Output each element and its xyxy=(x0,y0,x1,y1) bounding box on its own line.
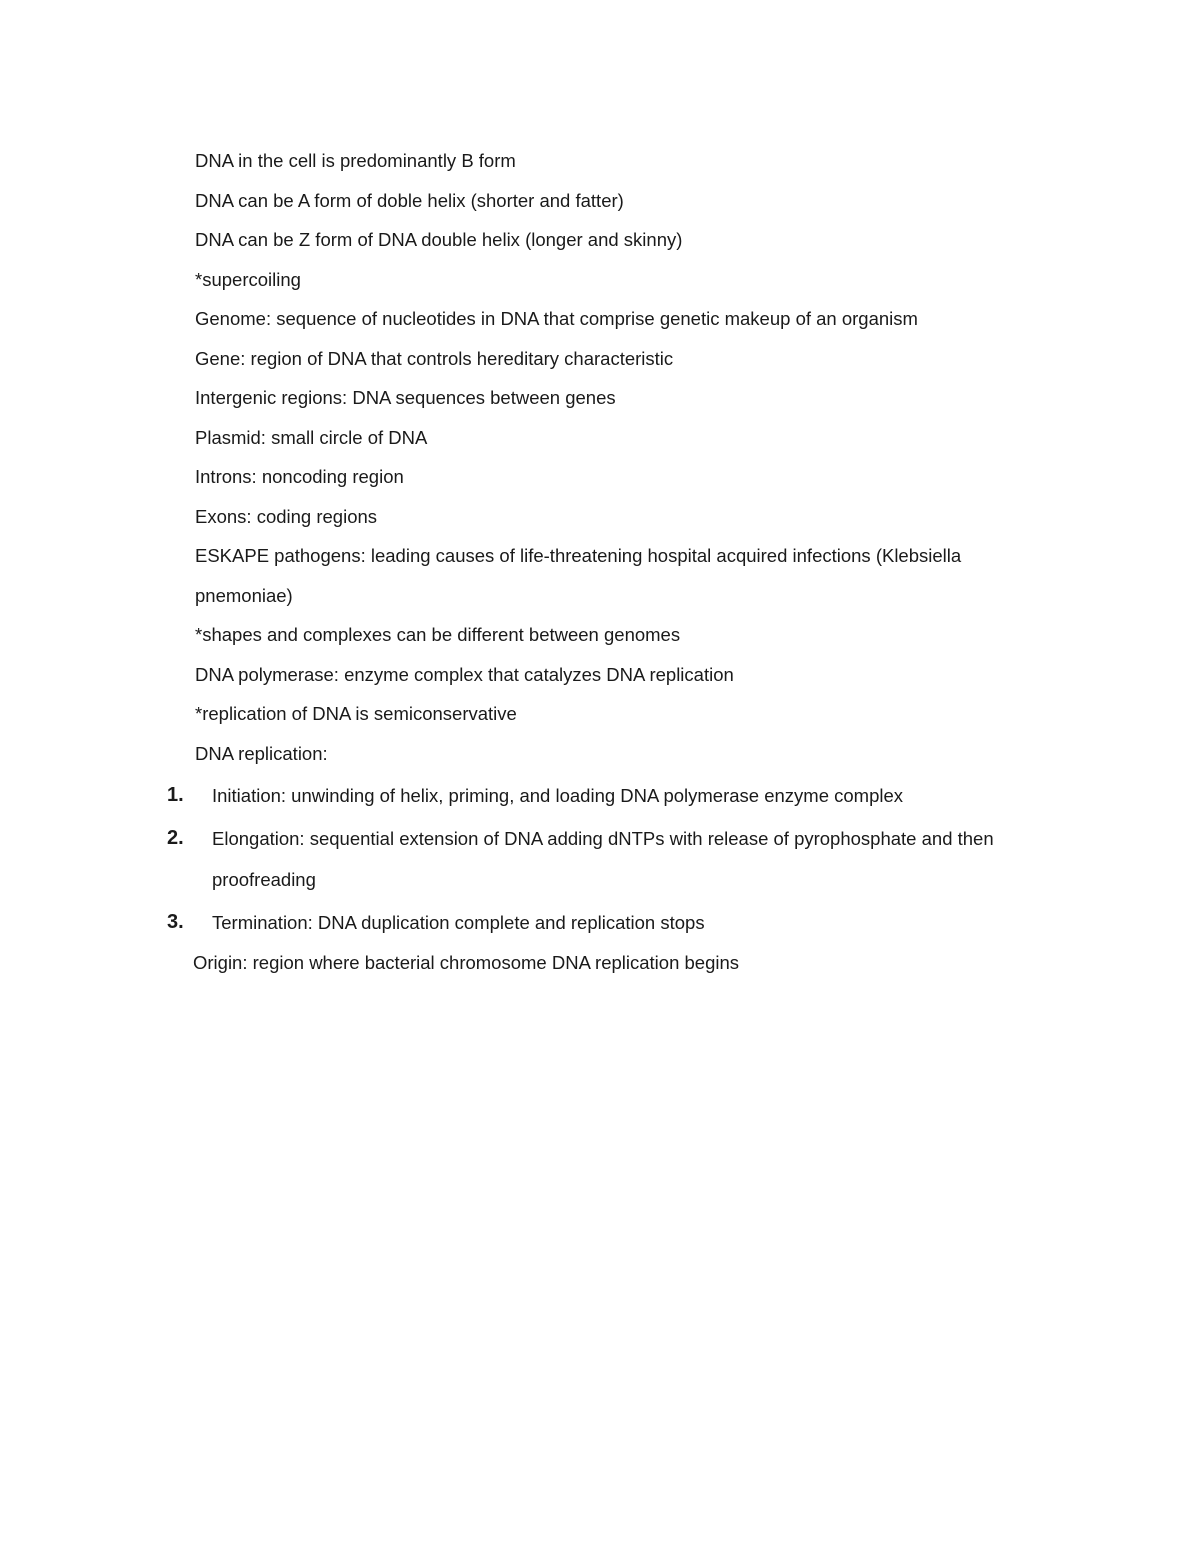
list-text: Elongation: sequential extension of DNA adding dNTPs with release of pyrophosphate and then proofreading xyxy=(212,828,994,890)
paragraph: Genome: sequence of nucleotides in DNA that comprise genetic makeup of an organism xyxy=(195,308,918,329)
paragraph: DNA can be A form of doble helix (shorter and fatter) xyxy=(195,189,624,211)
paragraph: DNA polymerase: enzyme complex that catalyzes DNA replication xyxy=(195,663,734,685)
paragraph: Origin: region where bacterial chromosome DNA replication begins xyxy=(193,952,740,973)
list-number: 1. xyxy=(167,784,184,806)
paragraph: *supercoiling xyxy=(195,268,301,290)
replication-steps-list xyxy=(167,775,1047,943)
paragraph: Plasmid: small circle of DNA xyxy=(195,426,428,448)
paragraph: ESKAPE pathogens: leading causes of life-threatening hospital acquired infections (Klebsiella pnemoniae) xyxy=(195,545,962,606)
list-item xyxy=(167,818,1047,900)
list-item xyxy=(167,775,1047,816)
paragraph: Intergenic regions: DNA sequences between genes xyxy=(195,387,616,408)
document-body xyxy=(167,141,1075,983)
list-number: 3. xyxy=(167,911,184,933)
paragraph: *shapes and complexes can be different between genomes xyxy=(195,624,681,645)
paragraph: DNA can be Z form of DNA double helix (longer and skinny) xyxy=(195,229,683,250)
list-number: 2. xyxy=(167,827,184,849)
paragraph: Gene: region of DNA that controls hereditary characteristic xyxy=(195,347,674,369)
list-item xyxy=(167,902,1047,943)
paragraph: Exons: coding regions xyxy=(195,505,378,527)
list-text: Termination: DNA duplication complete and replication stops xyxy=(212,912,705,933)
paragraph: *replication of DNA is semiconservative xyxy=(195,703,517,724)
paragraph: Introns: noncoding region xyxy=(195,466,404,487)
paragraph: DNA in the cell is predominantly B form xyxy=(195,150,516,171)
list-text: Initiation: unwinding of helix, priming, and loading DNA polymerase enzyme complex xyxy=(212,785,904,806)
paragraph: DNA replication: xyxy=(195,742,328,764)
